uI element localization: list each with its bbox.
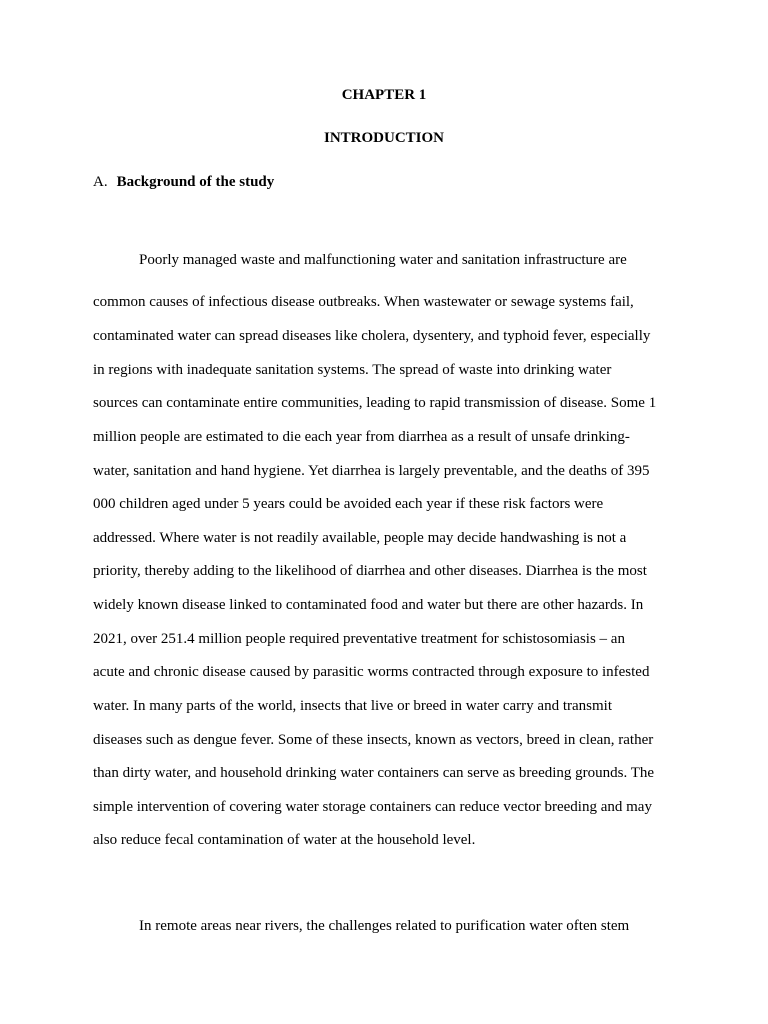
paragraph-line: 2021, over 251.4 million people required preventative treatment for schistosomiasis – an <box>93 631 625 647</box>
chapter-number: CHAPTER 1 <box>341 87 427 103</box>
chapter-title: INTRODUCTION <box>323 130 444 146</box>
paragraph-line: widely known disease linked to contaminated food and water but there are other hazards. In <box>93 597 644 613</box>
paragraph-line: 000 children aged under 5 years could be avoided each year if these risk factors were <box>93 496 604 512</box>
paragraph-line: water. In many parts of the world, insects that live or breed in water carry and transmit <box>93 698 612 714</box>
paragraph-line: Poorly managed waste and malfunctioning water and sanitation infrastructure are <box>139 252 627 268</box>
section-title: Background of the study <box>116 174 275 190</box>
paragraph-line: in regions with inadequate sanitation systems. The spread of waste into drinking water <box>93 362 612 378</box>
paragraph-line: million people are estimated to die each year from diarrhea as a result of unsafe drinking- <box>93 429 630 445</box>
paragraph-line: addressed. Where water is not readily available, people may decide handwashing is not a <box>93 530 627 546</box>
paragraph-line: In remote areas near rivers, the challenges related to purification water often stem <box>139 918 630 934</box>
paragraph-line: acute and chronic disease caused by parasitic worms contracted through exposure to infested <box>93 664 650 680</box>
paragraph-line: water, sanitation and hand hygiene. Yet diarrhea is largely preventable, and the deaths of 395 <box>93 463 650 479</box>
paragraph-line: contaminated water can spread diseases like cholera, dysentery, and typhoid fever, especially <box>93 328 651 344</box>
paragraph-line: simple intervention of covering water storage containers can reduce vector breeding and may <box>93 799 652 815</box>
paragraph-line: also reduce fecal contamination of water at the household level. <box>93 832 476 848</box>
paragraph-line: diseases such as dengue fever. Some of these insects, known as vectors, breed in clean, rather <box>93 732 654 748</box>
paragraph-line: common causes of infectious disease outbreaks. When wastewater or sewage systems fail, <box>93 294 634 310</box>
section-letter: A. <box>93 174 108 190</box>
paragraph-line: than dirty water, and household drinking water containers can serve as breeding grounds. The <box>93 765 655 781</box>
section-heading <box>93 174 274 191</box>
paragraph-line: sources can contaminate entire communities, leading to rapid transmission of disease. Some 1 <box>93 395 657 411</box>
paragraph-line: priority, thereby adding to the likelihood of diarrhea and other diseases. Diarrhea is the most <box>93 563 647 579</box>
